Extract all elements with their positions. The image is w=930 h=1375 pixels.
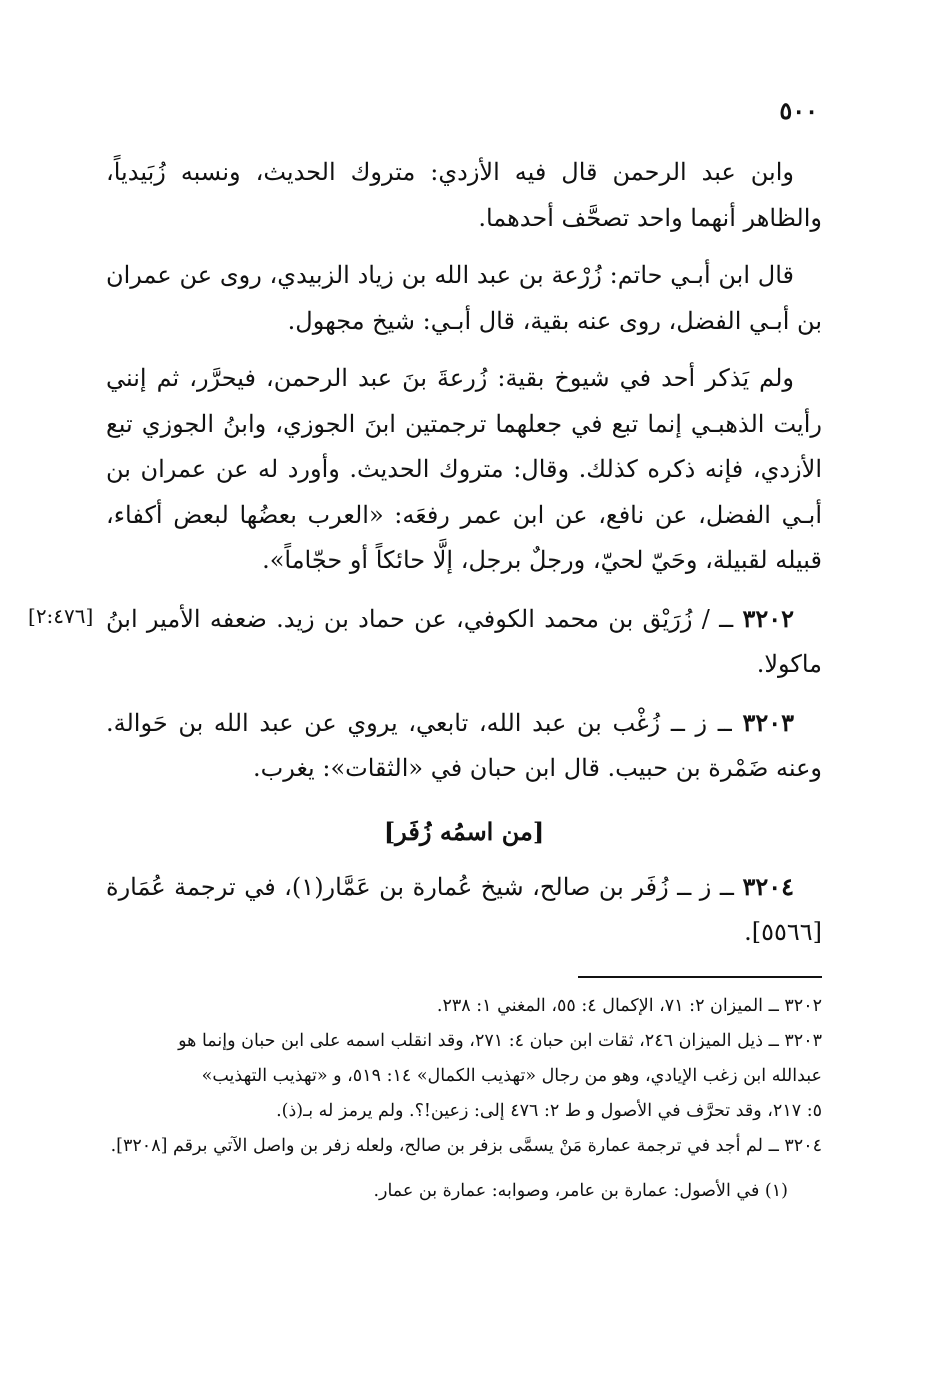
footnote-divider (578, 976, 822, 978)
footnote-continuation: عبدالله ابن زغب الإيادي، وهو من رجال «تهذيب الكمال» ١٤: ٥١٩، و «تهذيب التهذيب» (201, 1066, 822, 1086)
footnotes (106, 990, 822, 1210)
footnote: ٣٢٠٤ ــ لم أجد في ترجمة عمارة مَنْ يسمَّى بزفر بن صالح، ولعله زفر بن واصل الآتي برقم [٣٢٠٨]. (110, 1136, 822, 1156)
entry-text: ــ ز ــ زُغْب بن عبد الله، تابعي، يروي عن عبد الله بن حَوالة. وعنه ضَمْرة بن حبيب. قال ابن حبان في «الثقات»: يغرب. (106, 708, 822, 782)
entry-text: ــ / زُرَيْق بن محمد الكوفي، عن حماد بن زيد. ضعفه الأمير ابنُ ماكولا. (106, 604, 822, 678)
paragraph: ولم يَذكر أحد في شيوخ بقية: زُرعةَ بنَ عبد الرحمن، فيحرَّر، ثم إنني رأيت الذهبـي إنما تبع في جعلهما ترجمتين ابنَ الجوزي، وابنُ الجوزي تبع الأزدي، فإنه ذكره كذلك. وقال: متروك الحديث. وأورد له عن عمران بن أبـي الفضل، عن نافع، عن ابن عمر رفعَه: «العرب بعضُها لبعض أكفاء، قبيله لقبيلة، وحَيّ لحيّ، ورجلٌ برجل، إلَّا حائكاً أو حجّاماً». (106, 364, 822, 574)
entry-number: ٣٢٠٤ (742, 871, 794, 901)
main-text (106, 150, 822, 968)
footnote-continuation: ٥: ٢١٧، وقد تحرَّف في الأصول و ط ٢: ٤٧٦ إلى: زعين!؟. ولم يرمز له بـ(ذ). (276, 1101, 822, 1121)
footnote: ٣٢٠٣ ــ ذيل الميزان ٢٤٦، ثقات ابن حبان ٤: ٢٧١، وقد انقلب اسمه على ابن حبان وإنما هو (178, 1031, 822, 1051)
page-number: ٥٠٠ (779, 96, 818, 125)
entry-number: ٣٢٠٢ (742, 603, 794, 633)
paragraph: وابن عبد الرحمن قال فيه الأزدي: متروك الحديث، ونسبه زُبَيدياً، والظاهر أنهما واحد تصحَّف أحدهما. (106, 158, 822, 232)
margin-reference: [٢:٤٧٦] (28, 604, 94, 628)
entry-text: ــ ز ــ زُفَر بن صالح، شيخ عُمارة بن عَمَّار(١)، في ترجمة عُمَارة [٥٥٦٦]. (106, 872, 822, 946)
entry-number: ٣٢٠٣ (742, 707, 794, 737)
paragraph: قال ابن أبـي حاتم: زُرْعة بن عبد الله بن زياد الزبيدي، روى عن عمران بن أبـي الفضل، روى عنه بقية، قال أبـي: شيخ مجهول. (106, 261, 822, 335)
footnote-note: (١) في الأصول: عمارة بن عامر، وصوابه: عمارة بن عمار. (373, 1181, 788, 1201)
footnote: ٣٢٠٢ ــ الميزان ٢: ٧١، الإكمال ٤: ٥٥، المغني ١: ٢٣٨. (436, 996, 822, 1016)
entry-3202 (106, 596, 822, 688)
entry-3203 (106, 700, 822, 792)
section-heading: [من اسمُه زُفَر] (383, 816, 545, 846)
entry-3204 (106, 864, 822, 956)
